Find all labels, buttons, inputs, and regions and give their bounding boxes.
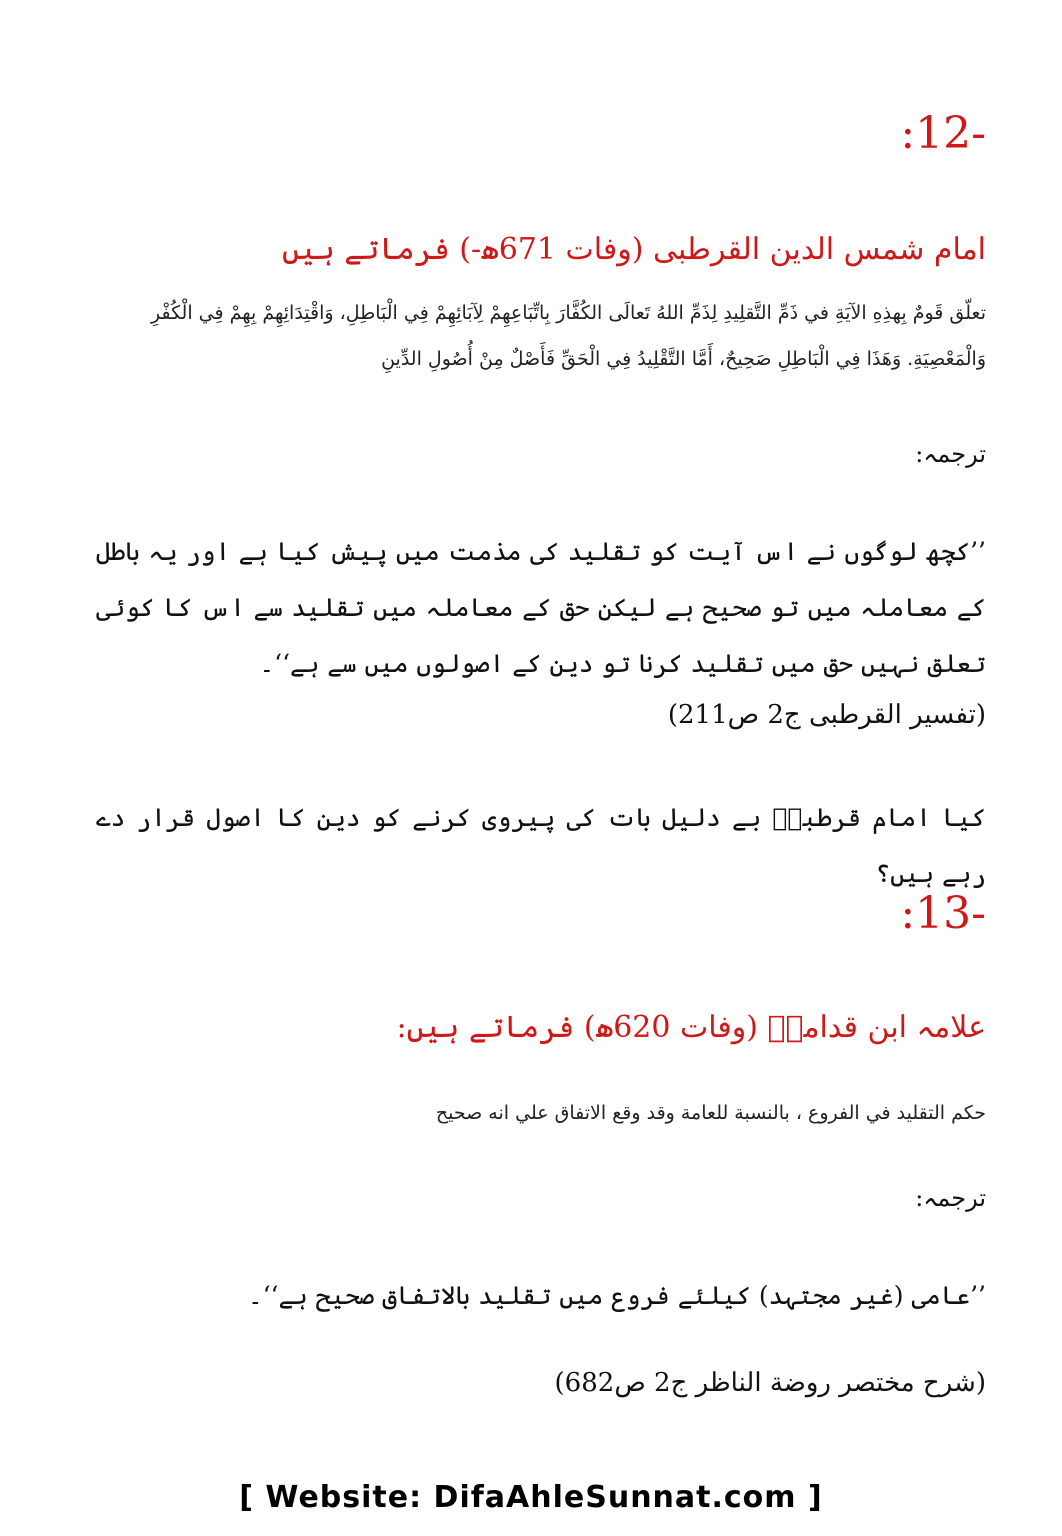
section-12-translation-label: ترجمہ: bbox=[915, 440, 986, 468]
section-13-number: :13- bbox=[900, 888, 986, 939]
section-13-arabic-text: حكم التقليد في الفروع ، بالنسبة للعامة وقد وقع الاتفاق علي انه صحيح bbox=[435, 1102, 986, 1124]
section-12-question: کیا امام قرطبیؒ بے دلیل بات کی پیروی کرنے کو دین کا اصول قرار دے رہے ہیں؟ bbox=[96, 803, 986, 888]
section-12-heading: امام شمس الدین القرطبی (وفات 671ھ-) فرماتے ہیں bbox=[282, 232, 986, 267]
section-12-arabic-text: تعلّق قَومٌ بِهذِهِ الآيَةِ في ذَمِّ التَّقلِيدِ لِذَمِّ اللهُ تَعالَى الكُفَّارَ بِاتِّبَاعِهِمْ لِآبَائِهِمْ فِي الْبَاطِلِ، وَاقْتِدَائِهِمْ بِهِمْ فِي الْكُفْرِ وَالْمَعْصِيَةِ. وَهَذَا فِي الْبَاطِلِ صَحِيحٌ، أَمَّا التَّقْلِيدُ فِي الْحَقِّ فَأَصْلٌ مِنْ أُصُولِ الدِّينِ bbox=[150, 302, 986, 370]
website-footer: [ Website: DifaAhleSunnat.com ] bbox=[239, 1480, 823, 1515]
section-12-number: :12- bbox=[900, 108, 986, 159]
section-13-translation-label: ترجمہ: bbox=[915, 1184, 986, 1212]
section-13-translation: ’’عامی (غیر مجتہد) کیلئے فروع میں تقلید بالاتفاق صحیح ہے‘‘۔ bbox=[247, 1281, 986, 1310]
section-13-heading: علامہ ابن قدامہؒ (وفات 620ھ) فرماتے ہیں: bbox=[396, 1010, 986, 1045]
section-12-translation: ’’کچھ لوگوں نے اس آیت کو تقلید کی مذمت میں پیش کیا ہے اور یہ باطل کے معاملہ میں تو صحیح ہے لیکن حق کے معاملہ میں تقلید سے اس کا کوئی تعلق نہیں حق میں تقلید کرنا تو دین کے اصولوں میں سے ہے‘‘۔ bbox=[96, 537, 986, 678]
section-12-reference: (تفسیر القرطبی ج2 ص211) bbox=[667, 700, 986, 730]
section-13-reference: (شرح مختصر روضة الناظر ج2 ص682) bbox=[554, 1368, 986, 1398]
